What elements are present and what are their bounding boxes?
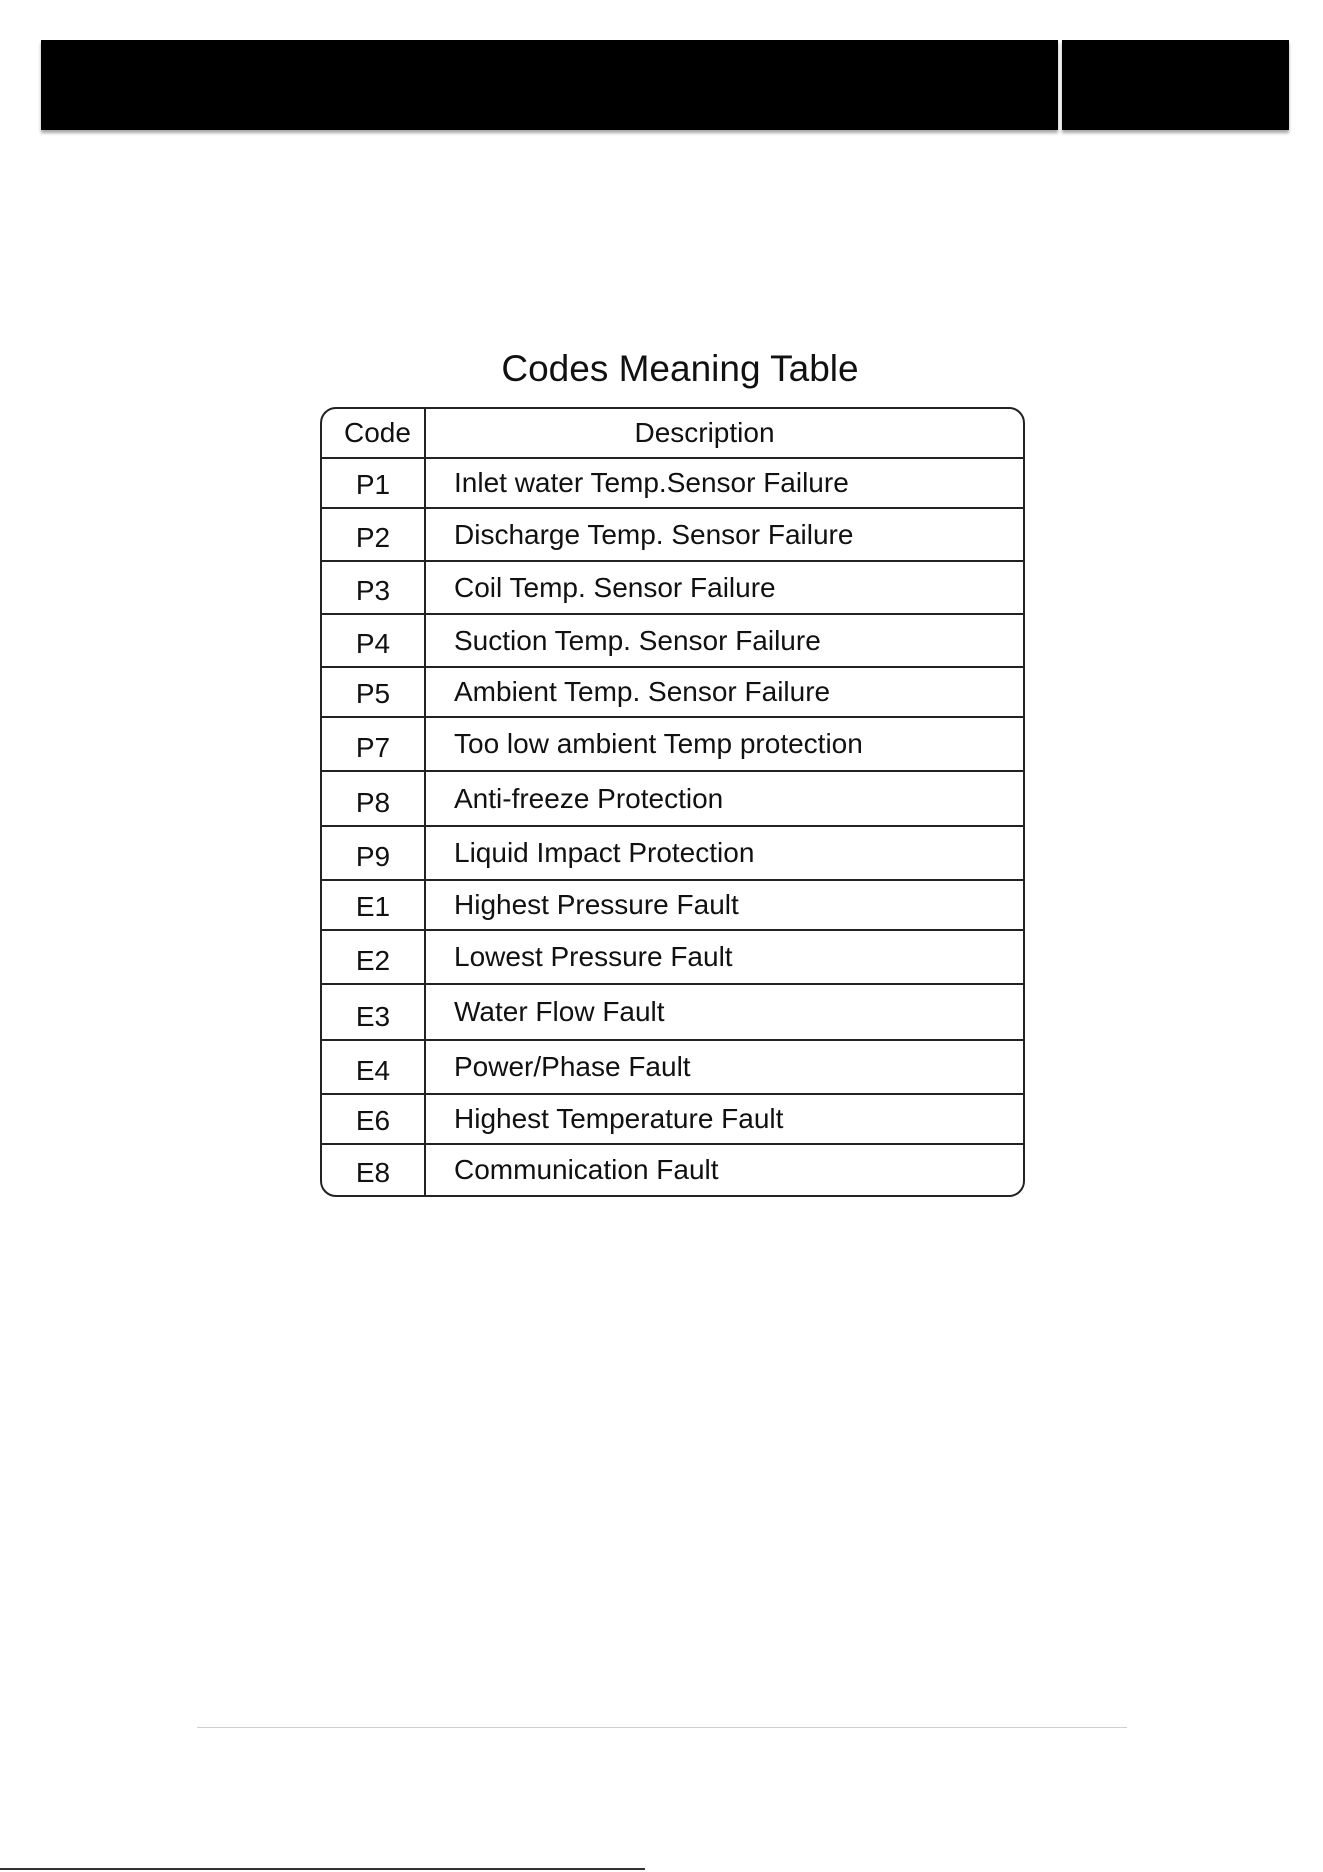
table-row: [322, 983, 1023, 1039]
table-row: [322, 457, 1023, 507]
table-row: [322, 716, 1023, 770]
code-cell: E6: [322, 1095, 426, 1143]
table-row: [322, 1093, 1023, 1143]
code-cell: P2: [322, 509, 426, 560]
footer-divider: [197, 1727, 1127, 1728]
code-cell: P8: [322, 772, 426, 825]
code-cell: E1: [322, 881, 426, 929]
description-cell: Power/Phase Fault: [454, 1051, 691, 1082]
table-row: [322, 507, 1023, 560]
code-cell: P3: [322, 562, 426, 613]
description-cell: Anti-freeze Protection: [454, 782, 724, 814]
code-cell: E2: [322, 931, 426, 983]
description-cell: Discharge Temp. Sensor Failure: [454, 518, 854, 550]
code-cell: E4: [322, 1041, 426, 1093]
table-row: [322, 613, 1023, 666]
table-row: [322, 666, 1023, 716]
description-cell: Water Flow Fault: [454, 996, 665, 1027]
code-cell: P5: [322, 668, 426, 716]
bottom-edge-line: [0, 1868, 645, 1870]
code-cell: P9: [322, 827, 426, 879]
description-cell: Highest Pressure Fault: [454, 889, 739, 920]
code-cell: P4: [322, 615, 426, 666]
description-cell: Highest Temperature Fault: [454, 1103, 784, 1134]
description-cell: Coil Temp. Sensor Failure: [454, 571, 776, 603]
code-cell: E8: [322, 1145, 426, 1195]
header-bar: [41, 40, 1058, 130]
header-tab: [1062, 40, 1289, 130]
description-cell: Communication Fault: [454, 1154, 719, 1185]
column-header-code: Code: [322, 409, 426, 457]
description-cell: Too low ambient Temp protection: [454, 728, 863, 759]
code-cell: E3: [322, 985, 426, 1039]
code-cell: P1: [322, 459, 426, 507]
table-row: [322, 825, 1023, 879]
description-cell: Inlet water Temp.Sensor Failure: [454, 467, 849, 498]
description-cell: Lowest Pressure Fault: [454, 941, 733, 972]
table-title: Codes Meaning Table: [501, 348, 859, 389]
table-row: [322, 929, 1023, 983]
table-header-row: [322, 409, 1023, 457]
column-header-description: Description: [634, 417, 775, 448]
table-row: [322, 770, 1023, 825]
codes-table: [320, 407, 1025, 1197]
table-row: [322, 879, 1023, 929]
description-cell: Ambient Temp. Sensor Failure: [454, 676, 831, 707]
table-row: [322, 1039, 1023, 1093]
table-row: [322, 1143, 1023, 1195]
code-cell: P7: [322, 718, 426, 770]
table-row: [322, 560, 1023, 613]
description-cell: Suction Temp. Sensor Failure: [454, 624, 821, 656]
description-cell: Liquid Impact Protection: [454, 837, 755, 868]
